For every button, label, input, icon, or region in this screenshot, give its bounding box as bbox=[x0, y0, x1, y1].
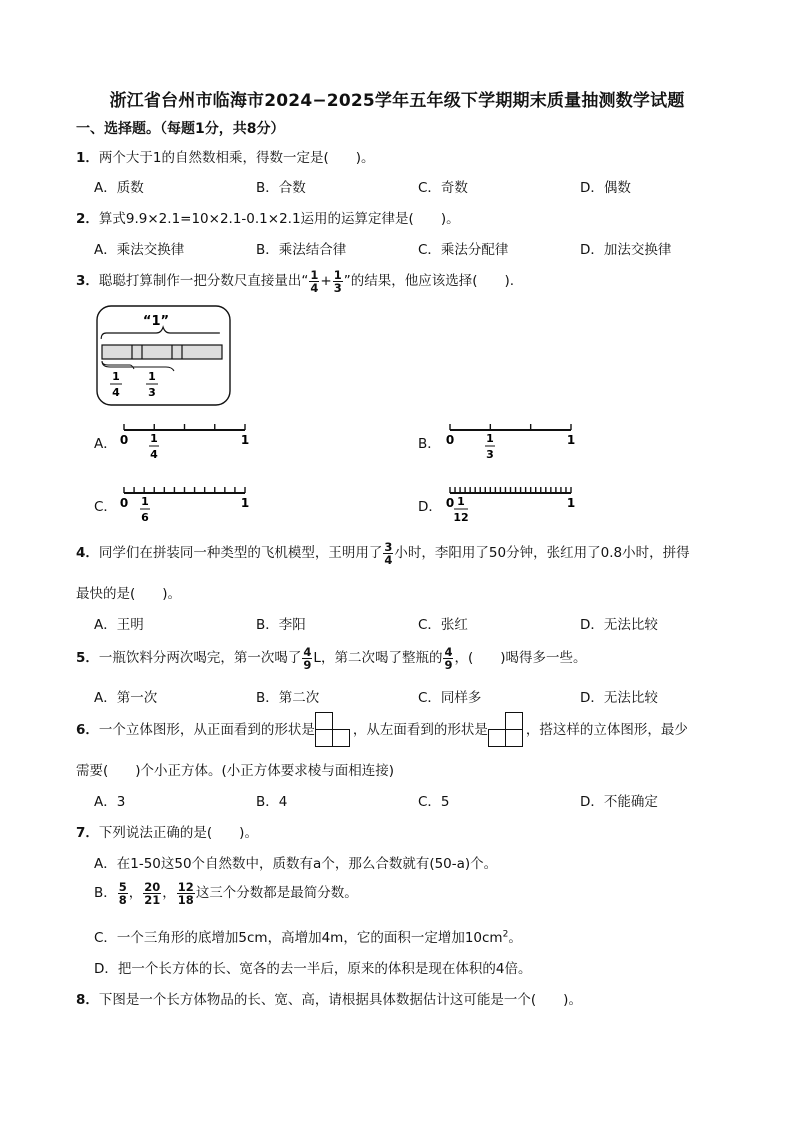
question-text-start: 聪聪打算制作一把分数尺直接量出“ bbox=[98, 273, 309, 289]
q6-option-a[interactable]: A．3 bbox=[94, 794, 126, 810]
ruler-zero: 0 bbox=[119, 496, 129, 510]
q7-option-d[interactable]: D．把一个长方体的长、宽各的去一半后，原来的体积是现在体积的4倍。 bbox=[94, 961, 532, 977]
ruler-frac-den: 6 bbox=[141, 511, 149, 524]
fraction: $\frac{5}{8}$ bbox=[118, 879, 127, 907]
fraction: $\frac{20}{21}$ bbox=[144, 879, 161, 907]
question-6-line2: 需要( )个小正方体。(小正方体要求棱与面相连接) bbox=[76, 763, 395, 779]
question-number: 2． bbox=[76, 211, 99, 227]
q1-option-c[interactable]: C．奇数 bbox=[418, 180, 468, 196]
ruler-ticks bbox=[124, 424, 245, 430]
question-number: 3． bbox=[76, 273, 99, 289]
ruler-frac-num: 1 bbox=[141, 495, 149, 508]
q1-option-d[interactable]: D．偶数 bbox=[580, 180, 631, 196]
question-number: 5． bbox=[76, 650, 99, 666]
question-8 bbox=[76, 988, 582, 1008]
ruler-ticks bbox=[450, 424, 571, 430]
question-4 bbox=[76, 540, 690, 566]
ruler-ticks bbox=[124, 487, 245, 493]
section-heading: 一、选择题。（每题1分，共8分） bbox=[76, 121, 285, 137]
q2-option-a[interactable]: A．乘法交换律 bbox=[94, 242, 185, 258]
question-number: 1． bbox=[76, 150, 99, 166]
q1-option-b[interactable]: B．合数 bbox=[256, 180, 306, 196]
question-text-start: 一瓶饮料分两次喝完，第一次喝了 bbox=[98, 650, 302, 666]
question-number: 4． bbox=[76, 545, 99, 561]
option-text: 这三个分数都是最简分数。 bbox=[195, 885, 358, 901]
ruler-frac-num: 1 bbox=[486, 432, 494, 445]
ruler-zero: 0 bbox=[445, 433, 455, 447]
q3-option-a-label[interactable]: A． bbox=[94, 436, 117, 452]
question-3 bbox=[76, 268, 514, 294]
figure-frac2-num: 1 bbox=[148, 370, 156, 383]
figure-frac1-num: 1 bbox=[112, 370, 120, 383]
question-text-start: 一个立体图形，从正面看到的形状是 bbox=[98, 722, 315, 738]
q3-option-d-ruler[interactable] bbox=[444, 480, 584, 526]
figure-frac2-den: 3 bbox=[148, 386, 156, 399]
q3-option-b-ruler[interactable] bbox=[444, 417, 584, 463]
question-text-end: ，搭这样的立体图形，最少 bbox=[525, 722, 688, 738]
question-6 bbox=[76, 712, 688, 748]
q4-option-a[interactable]: A．王明 bbox=[94, 617, 144, 633]
q3-option-d-label[interactable]: D． bbox=[418, 499, 442, 515]
q5-option-a[interactable]: A．第一次 bbox=[94, 690, 158, 706]
superscript: 2 bbox=[502, 929, 509, 940]
option-text: C．一个三角形的底增加5cm，高增加4m，它的面积一定增加10cm bbox=[94, 930, 503, 946]
fraction-comma: ， bbox=[128, 885, 143, 901]
q2-option-d[interactable]: D．加法交换律 bbox=[580, 242, 672, 258]
q4-option-d[interactable]: D．无法比较 bbox=[580, 617, 658, 633]
option-label: B． bbox=[94, 885, 117, 901]
q3-option-c-label[interactable]: C． bbox=[94, 499, 117, 515]
q2-option-c[interactable]: C．乘法分配律 bbox=[418, 242, 509, 258]
q3-option-c-ruler[interactable] bbox=[118, 480, 258, 526]
ruler-frac-den: 3 bbox=[486, 448, 494, 461]
question-text: 下图是一个长方体物品的长、宽、高，请根据具体数据估计这可能是一个( )。 bbox=[98, 992, 582, 1008]
fraction: $\frac{4}{9}$ bbox=[303, 644, 312, 672]
q7-option-b[interactable] bbox=[94, 878, 358, 908]
q6-option-c[interactable]: C．5 bbox=[418, 794, 450, 810]
question-4-line2: 最快的是( )。 bbox=[76, 586, 182, 602]
ruler-frac-den: 12 bbox=[453, 511, 469, 524]
q4-option-b[interactable]: B．李阳 bbox=[256, 617, 306, 633]
fraction: $\frac{4}{9}$ bbox=[444, 644, 453, 672]
question-text-end: 小时，李阳用了50分钟，张红用了0.8小时，拼得 bbox=[394, 545, 690, 561]
q4-option-c[interactable]: C．张红 bbox=[418, 617, 468, 633]
question-number: 8． bbox=[76, 992, 99, 1008]
question-1 bbox=[76, 146, 375, 166]
q5-option-b[interactable]: B．第二次 bbox=[256, 690, 320, 706]
question-text: 两个大于1的自然数相乘，得数一定是( )。 bbox=[98, 150, 375, 166]
q3-option-b-label[interactable]: B． bbox=[418, 436, 441, 452]
figure-label: “1” bbox=[142, 314, 170, 329]
q6-option-d[interactable]: D．不能确定 bbox=[580, 794, 658, 810]
ruler-zero: 0 bbox=[119, 433, 129, 447]
q1-option-a[interactable]: A．质数 bbox=[94, 180, 144, 196]
fraction: $\frac{1}{3}$ bbox=[333, 267, 342, 295]
fraction: $\frac{3}{4}$ bbox=[384, 539, 393, 567]
question-text-mid: L，第二次喝了整瓶的 bbox=[313, 650, 443, 666]
fraction: $\frac{12}{18}$ bbox=[177, 879, 194, 907]
ruler-one: 1 bbox=[566, 496, 576, 510]
q7-option-a[interactable]: A．在1-50这50个自然数中，质数有a个，那么合数就有(50-a)个。 bbox=[94, 856, 498, 872]
q5-option-d[interactable]: D．无法比较 bbox=[580, 690, 658, 706]
ruler-ticks bbox=[450, 487, 571, 493]
question-text-start: 同学们在拼装同一种类型的飞机模型，王明用了 bbox=[98, 545, 383, 561]
question-2 bbox=[76, 207, 460, 227]
ruler-zero: 0 bbox=[445, 496, 455, 510]
front-view-icon bbox=[315, 712, 353, 748]
page-title: 浙江省台州市临海市2024−2025学年五年级下学期期末质量抽测数学试题 bbox=[109, 91, 685, 111]
fraction: $\frac{1}{4}$ bbox=[310, 267, 319, 295]
plus-sign: + bbox=[320, 273, 332, 289]
ruler-frac-num: 1 bbox=[150, 432, 158, 445]
question-number: 7． bbox=[76, 825, 99, 841]
ruler-one: 1 bbox=[240, 433, 250, 447]
figure-frac1-den: 4 bbox=[112, 386, 120, 399]
q5-option-c[interactable]: C．同样多 bbox=[418, 690, 482, 706]
q6-option-b[interactable]: B．4 bbox=[256, 794, 288, 810]
left-view-icon bbox=[488, 712, 526, 748]
question-5 bbox=[76, 645, 587, 671]
question-number: 6． bbox=[76, 722, 99, 738]
option-text-end: 。 bbox=[508, 930, 522, 946]
ruler-one: 1 bbox=[240, 496, 250, 510]
fraction-comma: ， bbox=[162, 885, 176, 901]
question-text: 下列说法正确的是( )。 bbox=[98, 825, 258, 841]
ruler-frac-den: 4 bbox=[150, 448, 158, 461]
ruler-one: 1 bbox=[566, 433, 576, 447]
question-7 bbox=[76, 821, 258, 841]
ruler-strip bbox=[102, 345, 222, 359]
ruler-frac-num: 1 bbox=[457, 495, 465, 508]
q7-option-c[interactable] bbox=[94, 926, 522, 946]
q3-option-a-ruler[interactable] bbox=[118, 417, 258, 463]
q2-option-b[interactable]: B．乘法结合律 bbox=[256, 242, 347, 258]
question-text-mid: ，从左面看到的形状是 bbox=[352, 722, 488, 738]
question-text: 算式9.9×2.1=10×2.1-0.1×2.1运用的运算定律是( )。 bbox=[98, 211, 460, 227]
question-text-end: ”的结果，他应该选择( ). bbox=[343, 273, 515, 289]
fraction-ruler-figure bbox=[96, 305, 232, 407]
question-text-end: ，( )喝得多一些。 bbox=[454, 650, 587, 666]
